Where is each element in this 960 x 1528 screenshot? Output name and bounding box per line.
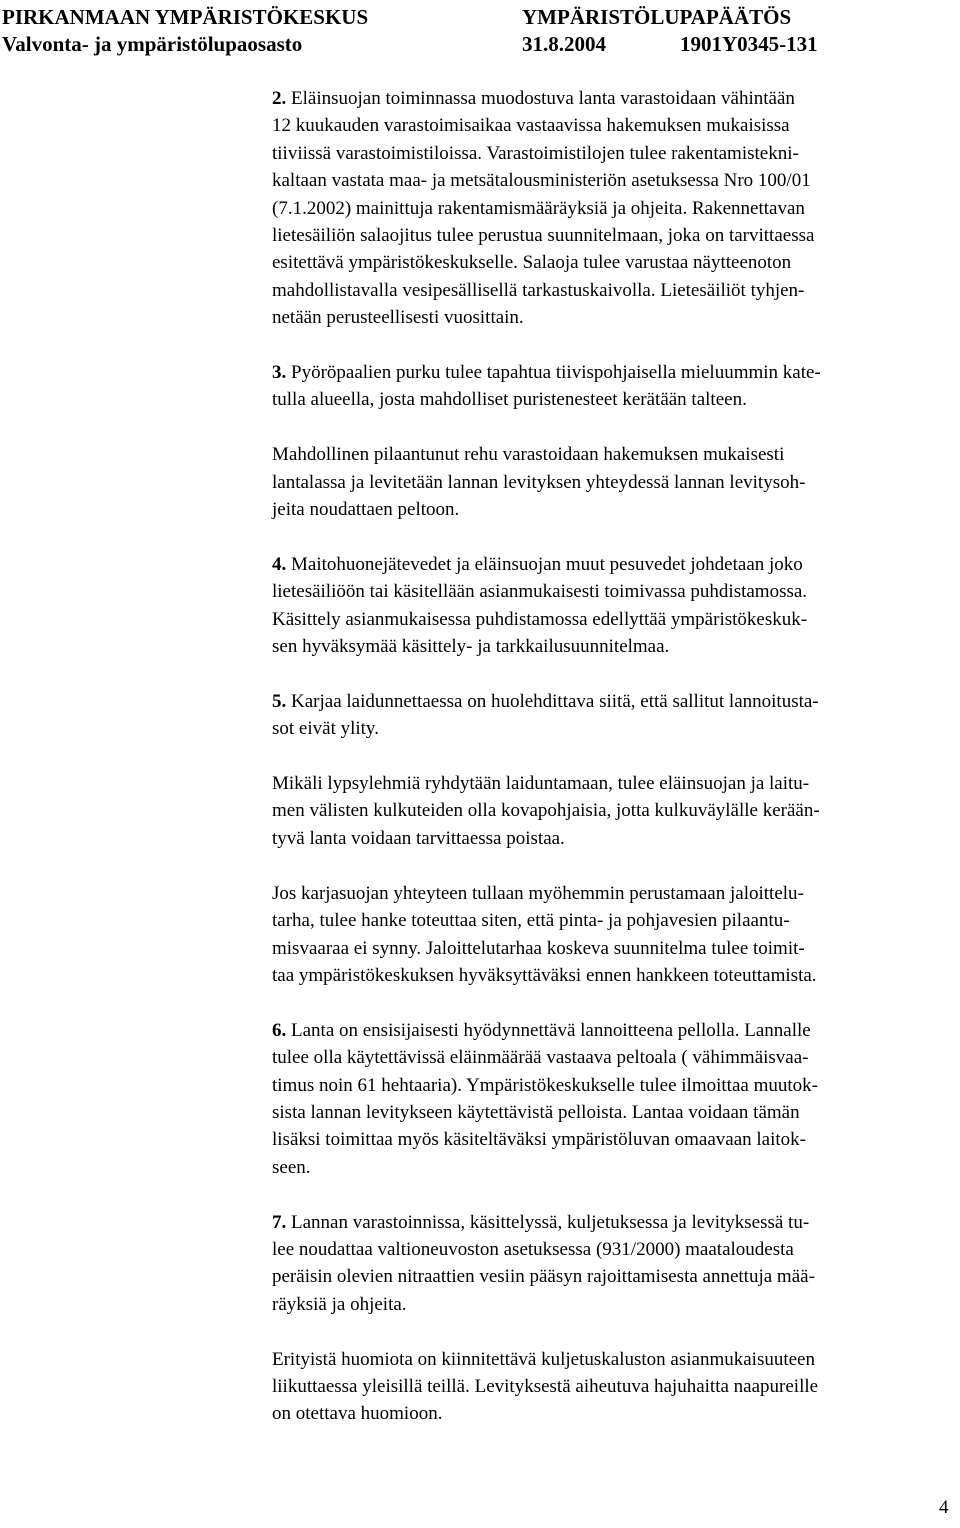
paragraph-text: jeita noudattaen peltoon. [272, 499, 460, 521]
paragraph-text: esitettävä ympäristökeskukselle. Salaoja tulee varustaa näytteenoton [272, 252, 792, 274]
paragraph-text: timus noin 61 hehtaaria). Ympäristökeskukselle tulee ilmoittaa muutok- [272, 1074, 818, 1096]
paragraph-text: tulee olla käytettävissä eläinmäärää vastaava peltoala ( vähimmäisvaa- [272, 1047, 809, 1069]
paragraph-line [272, 167, 958, 194]
paragraph [272, 880, 958, 990]
paragraph-line [272, 633, 958, 660]
paragraph-line [272, 935, 958, 962]
paragraph-text: misvaaraa ei synny. Jaloittelutarhaa koskeva suunnitelma tulee toimit- [272, 937, 805, 959]
paragraph-text: tulla alueella, josta mahdolliset puristenesteet kerätään talteen. [272, 389, 747, 411]
paragraph-line [272, 907, 958, 934]
paragraph-line [272, 797, 958, 824]
paragraph-text: Erityistä huomiota on kiinnitettävä kuljetuskaluston asianmukaisuuteen [272, 1348, 815, 1370]
paragraph-text: Lannan varastoinnissa, käsittelyssä, kuljetuksessa ja levityksessä tu- [286, 1211, 810, 1233]
paragraph-line [272, 195, 958, 222]
paragraph-line [272, 715, 958, 742]
paragraph-line [272, 469, 958, 496]
paragraph-line [272, 688, 958, 715]
paragraph-line [272, 825, 958, 852]
paragraph-line [272, 304, 958, 331]
paragraph [272, 770, 958, 852]
paragraph-number: 7. [272, 1211, 287, 1233]
paragraph-4 [272, 551, 958, 661]
paragraph-text: mahdollistavalla vesipesällisellä tarkastuskaivolla. Lietesäiliöt tyhjen- [272, 279, 805, 301]
paragraph-line [272, 1044, 958, 1071]
paragraph-line [272, 578, 958, 605]
paragraph-text: Pyöröpaalien purku tulee tapahtua tiivispohjaisella mieluummin kate- [286, 362, 821, 384]
paragraph-text: Maitohuonejätevedet ja eläinsuojan muut pesuvedet johdetaan joko [286, 553, 803, 575]
paragraph-text: (7.1.2002) mainittuja rakentamismääräyksiä ja ohjeita. Rakennettavan [272, 197, 805, 219]
paragraph-text: lisäksi toimittaa myös käsiteltäväksi ympäristöluvan omaavaan laitok- [272, 1129, 806, 1151]
paragraph-text: lantalassa ja levitetään lannan levityksen yhteydessä lannan levitysoh- [272, 471, 806, 493]
paragraph [272, 441, 958, 523]
paragraph-text: Eläinsuojan toiminnassa muodostuva lanta varastoidaan vähintään [286, 88, 795, 109]
paragraph-text: räyksiä ja ohjeita. [272, 1293, 407, 1315]
header-reference-number: 1901Y0345-131 [680, 32, 818, 56]
paragraph-text: Käsittely asianmukaisessa puhdistamossa edellyttää ympäristökeskuk- [272, 608, 808, 630]
paragraph-line [272, 1017, 958, 1044]
paragraph-line [272, 1209, 958, 1236]
paragraph-line [272, 85, 958, 112]
paragraph-line [272, 606, 958, 633]
paragraph-line [272, 1154, 958, 1181]
paragraph-text: Lanta on ensisijaisesti hyödynnettävä lannoitteena pellolla. Lannalle [286, 1019, 811, 1041]
paragraph-text: men välisten kulkuteiden olla kovapohjaisia, jotta kulkuväylälle kerään- [272, 800, 820, 822]
paragraph-text: netään perusteellisesti vuosittain. [272, 307, 524, 329]
paragraph-line [272, 1072, 958, 1099]
paragraph-line [272, 386, 958, 413]
paragraph-line [272, 1236, 958, 1263]
paragraph-text: lee noudattaa valtioneuvoston asetuksessa (931/2000) maataloudesta [272, 1238, 794, 1260]
paragraph-text: peräisin olevien nitraattien vesiin pääsyn rajoittamisesta annettuja mää- [272, 1266, 815, 1288]
paragraph-line [272, 1099, 958, 1126]
paragraph-text: on otettava huomioon. [272, 1403, 443, 1425]
paragraph-line [272, 496, 958, 523]
paragraph-number: 2. [272, 88, 287, 109]
paragraph-3 [272, 359, 958, 414]
paragraph-line [272, 441, 958, 468]
paragraph-number: 3. [272, 362, 287, 384]
paragraph-2 [272, 85, 958, 332]
paragraph-line [272, 770, 958, 797]
paragraph-text: lietesäiliön salaojitus tulee perustua suunnitelmaan, joka on tarvittaessa [272, 225, 815, 247]
paragraph-5 [272, 688, 958, 743]
document-body [272, 85, 958, 1428]
paragraph-text: tyvä lanta voidaan tarvittaessa poistaa. [272, 827, 565, 849]
paragraph-text: sot eivät ylity. [272, 718, 379, 740]
paragraph-line [272, 249, 958, 276]
paragraph-line [272, 1400, 958, 1427]
paragraph-text: Karjaa laidunnettaessa on huolehdittava siitä, että sallitut lannoitusta- [286, 690, 819, 712]
paragraph-text: lietesäiliöön tai käsitellään asianmukaisesti toimivassa puhdistamossa. [272, 581, 808, 603]
paragraph-line [272, 880, 958, 907]
paragraph-text: sista lannan levitykseen käytettävistä pelloista. Lantaa voidaan tämän [272, 1101, 800, 1123]
paragraph-text: seen. [272, 1156, 311, 1178]
paragraph-line [272, 359, 958, 386]
paragraph-line [272, 962, 958, 989]
paragraph-number: 5. [272, 690, 287, 712]
header-organization: PIRKANMAAN YMPÄRISTÖKESKUS [2, 5, 369, 29]
paragraph-text: tarha, tulee hanke toteuttaa siten, että pinta- ja pohjavesien pilaantu- [272, 910, 790, 932]
paragraph-text: tiiviissä varastoimistiloissa. Varastoimistilojen tulee rakentamistekni- [272, 142, 799, 164]
paragraph-7 [272, 1209, 958, 1319]
paragraph-line [272, 112, 958, 139]
paragraph-text: taa ympäristökeskuksen hyväksyttäväksi ennen hankkeen toteuttamista. [272, 964, 817, 986]
header-date: 31.8.2004 [522, 32, 606, 56]
paragraph-line [272, 1373, 958, 1400]
paragraph [272, 1346, 958, 1428]
paragraph-6 [272, 1017, 958, 1181]
paragraph-text: Jos karjasuojan yhteyteen tullaan myöhemmin perustamaan jaloittelu- [272, 882, 804, 904]
paragraph-line [272, 1263, 958, 1290]
paragraph-line [272, 1291, 958, 1318]
paragraph-line [272, 1346, 958, 1373]
page-number: 4 [939, 1497, 949, 1518]
paragraph-text: Mahdollinen pilaantunut rehu varastoidaan hakemuksen mukaisesti [272, 444, 785, 466]
paragraph-text: Mikäli lypsylehmiä ryhdytään laiduntamaan, tulee eläinsuojan ja laitu- [272, 773, 810, 795]
paragraph-text: liikuttaessa yleisillä teillä. Levityksestä aiheutuva hajuhaitta naapureille [272, 1375, 819, 1397]
paragraph-line [272, 277, 958, 304]
paragraph-number: 4. [272, 553, 287, 575]
paragraph-text: 12 kuukauden varastoimisaikaa vastaavissa hakemuksen mukaisissa [272, 115, 790, 137]
header-department: Valvonta- ja ympäristölupaosasto [2, 32, 303, 56]
paragraph-line [272, 222, 958, 249]
paragraph-line [272, 1126, 958, 1153]
paragraph-number: 6. [272, 1019, 287, 1041]
paragraph-line [272, 551, 958, 578]
paragraph-line [272, 140, 958, 167]
header-document-type: YMPÄRISTÖLUPAPÄÄTÖS [522, 5, 792, 29]
paragraph-text: sen hyväksymää käsittely- ja tarkkailusuunnitelmaa. [272, 636, 670, 658]
paragraph-text: kaltaan vastata maa- ja metsätalousministeriön asetuksessa Nro 100/01 [272, 170, 811, 192]
